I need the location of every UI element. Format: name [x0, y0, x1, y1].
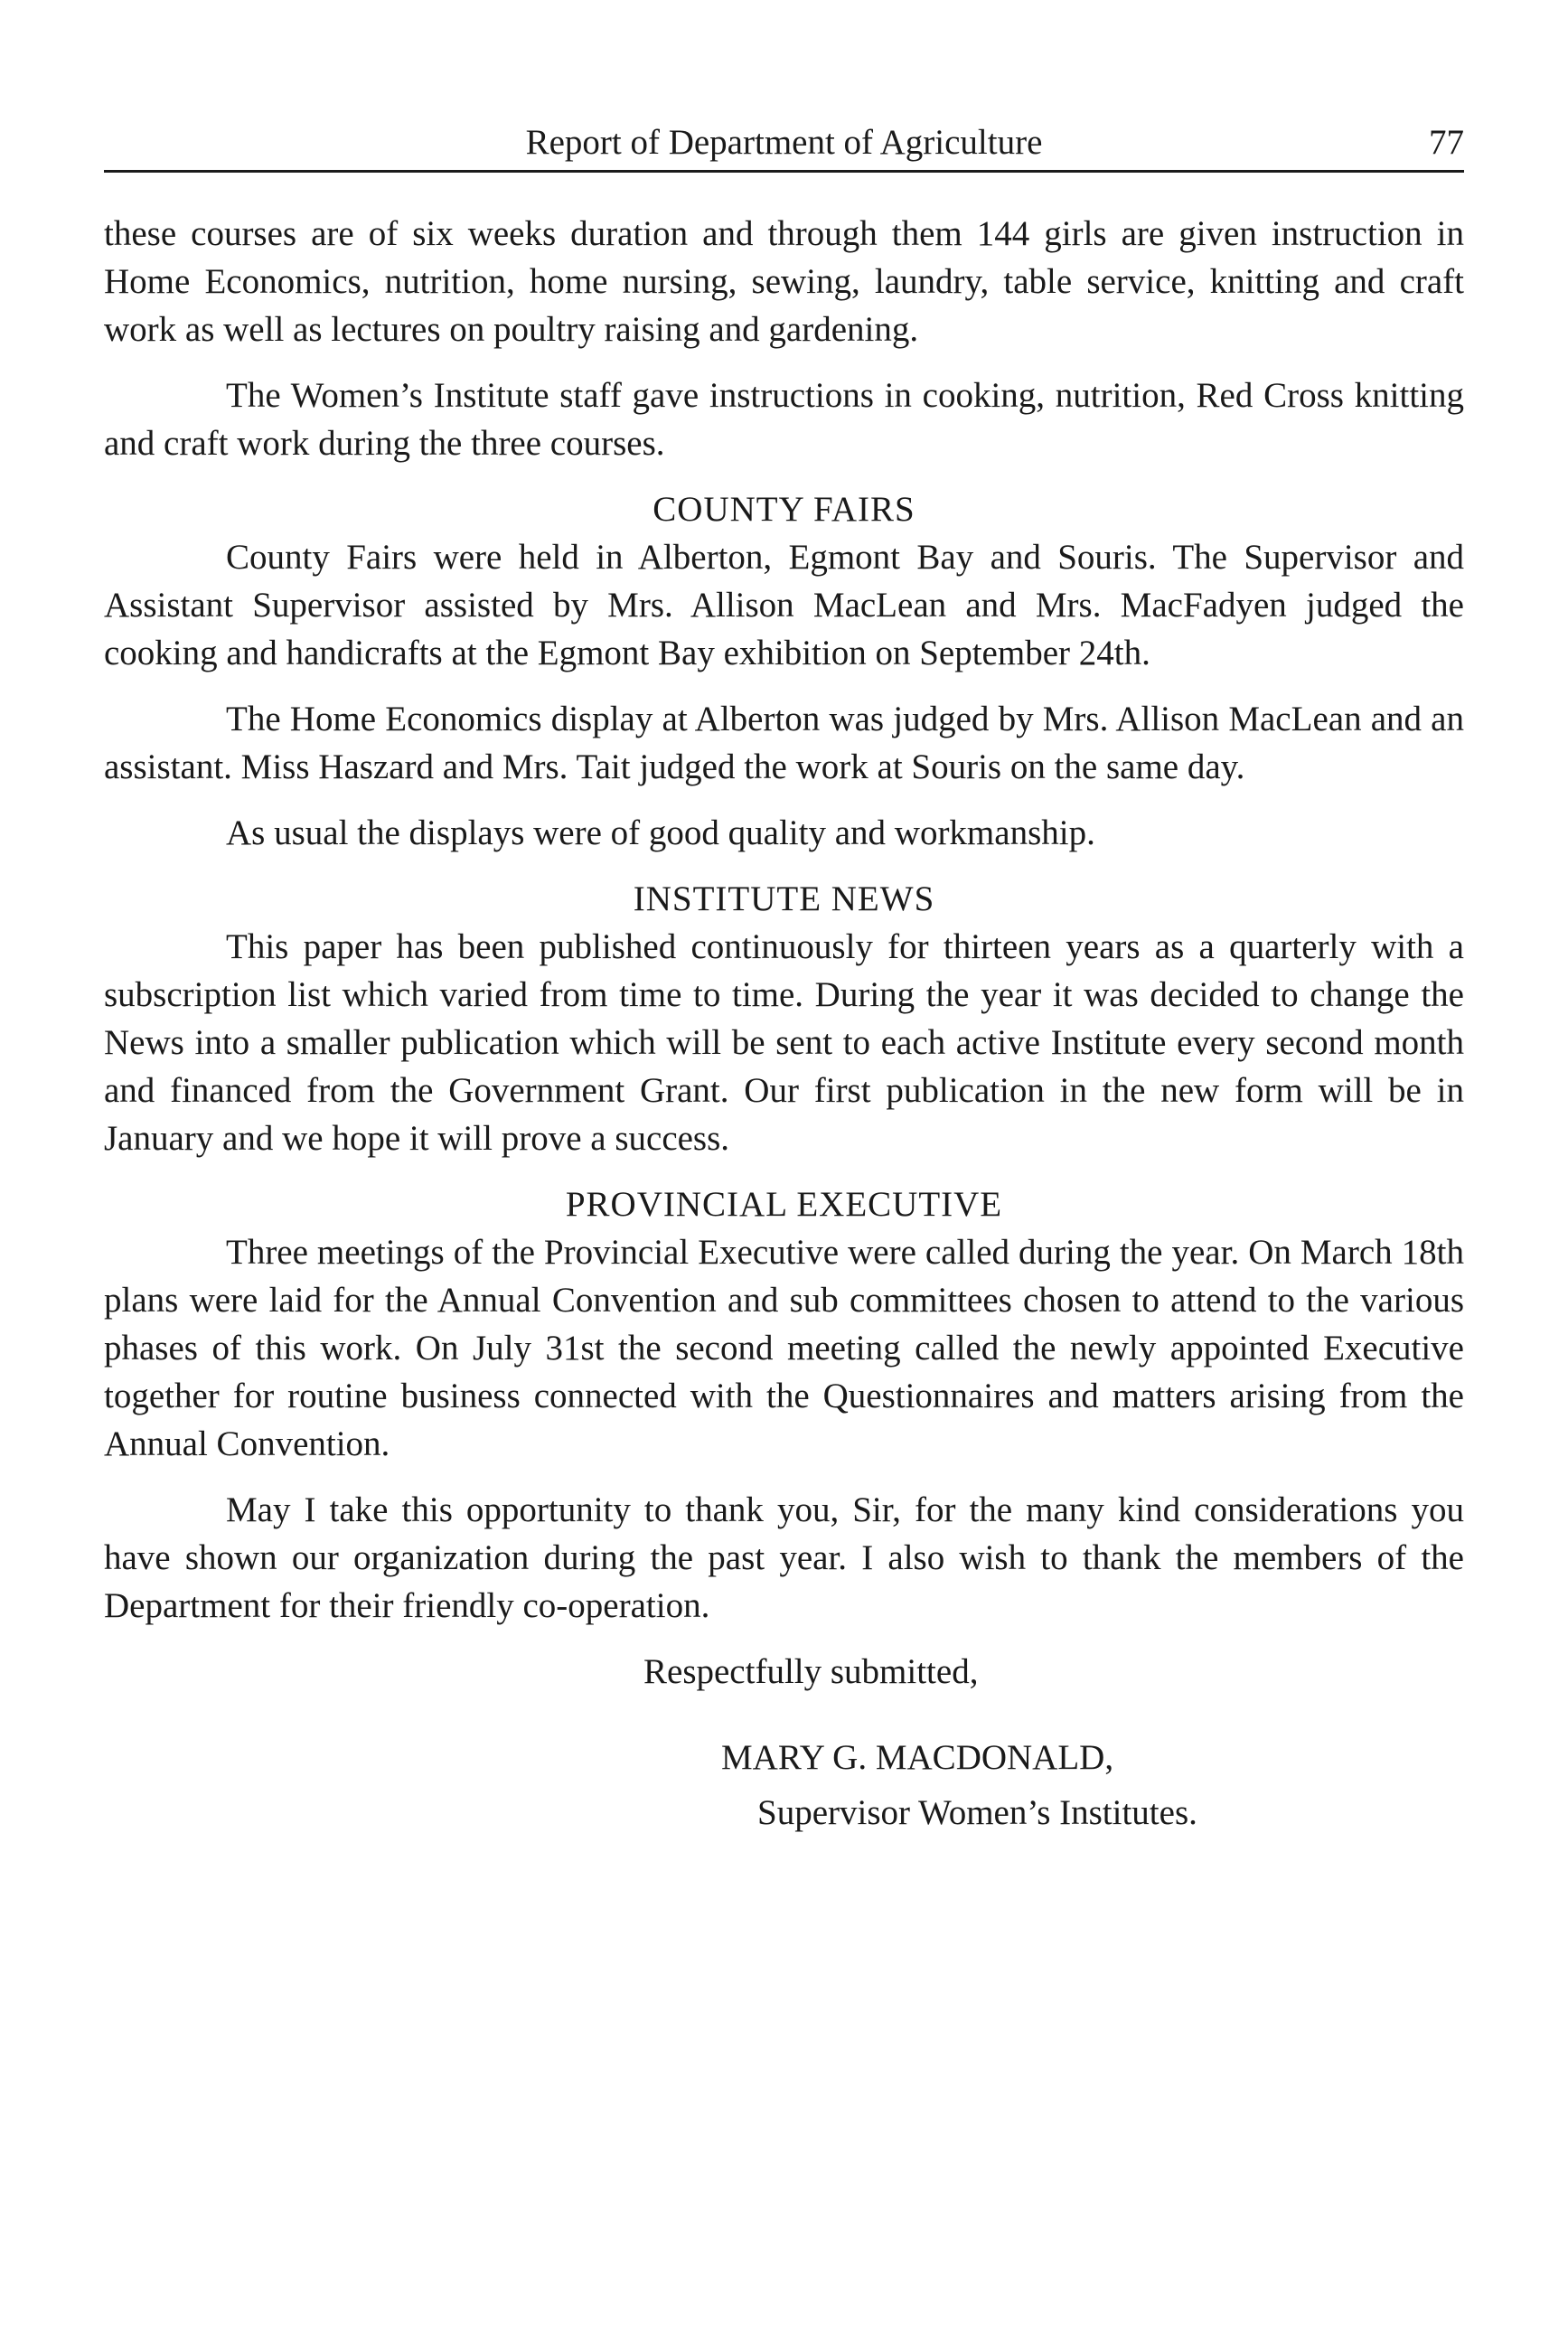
heading-institute-news: INSTITUTE NEWS	[633, 879, 935, 918]
paragraph-thanks: May I take this opportunity to thank you, Sir, for the many kind considerations you have shown our organization during the past year. I also wish to thank the members of the Department for their friendly co-operation.	[104, 1490, 1464, 1625]
paragraph-executive-meetings: Three meetings of the Provincial Executive were called during the year. On March 18th plans were laid for the Annual Convention and sub committees chosen to attend to the various phases of this work. On July 31st the second meeting called the newly appointed Executive together for routine business connected with the Questionnaires and matters arising from the Annual Convention.	[104, 1233, 1464, 1463]
running-header	[104, 118, 1464, 173]
paragraph-county-fairs-held: County Fairs were held in Alberton, Egmont Bay and Souris. The Supervisor and Assistant Supervisor assisted by Mrs. Allison MacLean and Mrs. MacFadyen judged the cooking and handicrafts at the Egmont Bay exhibition on September 24th.	[104, 538, 1464, 672]
signer-title: Supervisor Women’s Institutes.	[757, 1793, 1197, 1832]
signature-block	[104, 1648, 1464, 1837]
page-number: 77	[1429, 123, 1464, 162]
heading-county-fairs: COUNTY FAIRS	[653, 490, 915, 529]
body-text	[104, 210, 1464, 1837]
signer-name: MARY G. MACDONALD,	[721, 1738, 1114, 1777]
heading-provincial-executive: PROVINCIAL EXECUTIVE	[565, 1185, 1003, 1224]
closing-line: Respectfully submitted,	[643, 1652, 979, 1691]
paragraph-institute-news: This paper has been published continuously for thirteen years as a quarterly with a subscription list which varied from time to time. During the year it was decided to change the News into a smaller publication which will be sent to each active Institute every second month and financed from the Government Grant. Our first publication in the new form will be in January and we hope it will prove a success.	[104, 927, 1464, 1158]
paragraph-alberton-display: The Home Economics display at Alberton was judged by Mrs. Allison MacLean and an assistant. Miss Haszard and Mrs. Tait judged the work at Souris on the same day.	[104, 700, 1464, 786]
paragraph-staff-instructions: The Women’s Institute staff gave instructions in cooking, nutrition, Red Cross knitting and craft work during the three courses.	[104, 376, 1464, 463]
paragraph-continuation: these courses are of six weeks duration and through them 144 girls are given instruction in Home Economics, nutrition, home nursing, sewing, laundry, table service, knitting and craft work as well as lectures on poultry raising and gardening.	[104, 214, 1464, 349]
paragraph-display-quality: As usual the displays were of good quality and workmanship.	[226, 813, 1095, 852]
running-title: Report of Department of Agriculture	[525, 123, 1043, 162]
